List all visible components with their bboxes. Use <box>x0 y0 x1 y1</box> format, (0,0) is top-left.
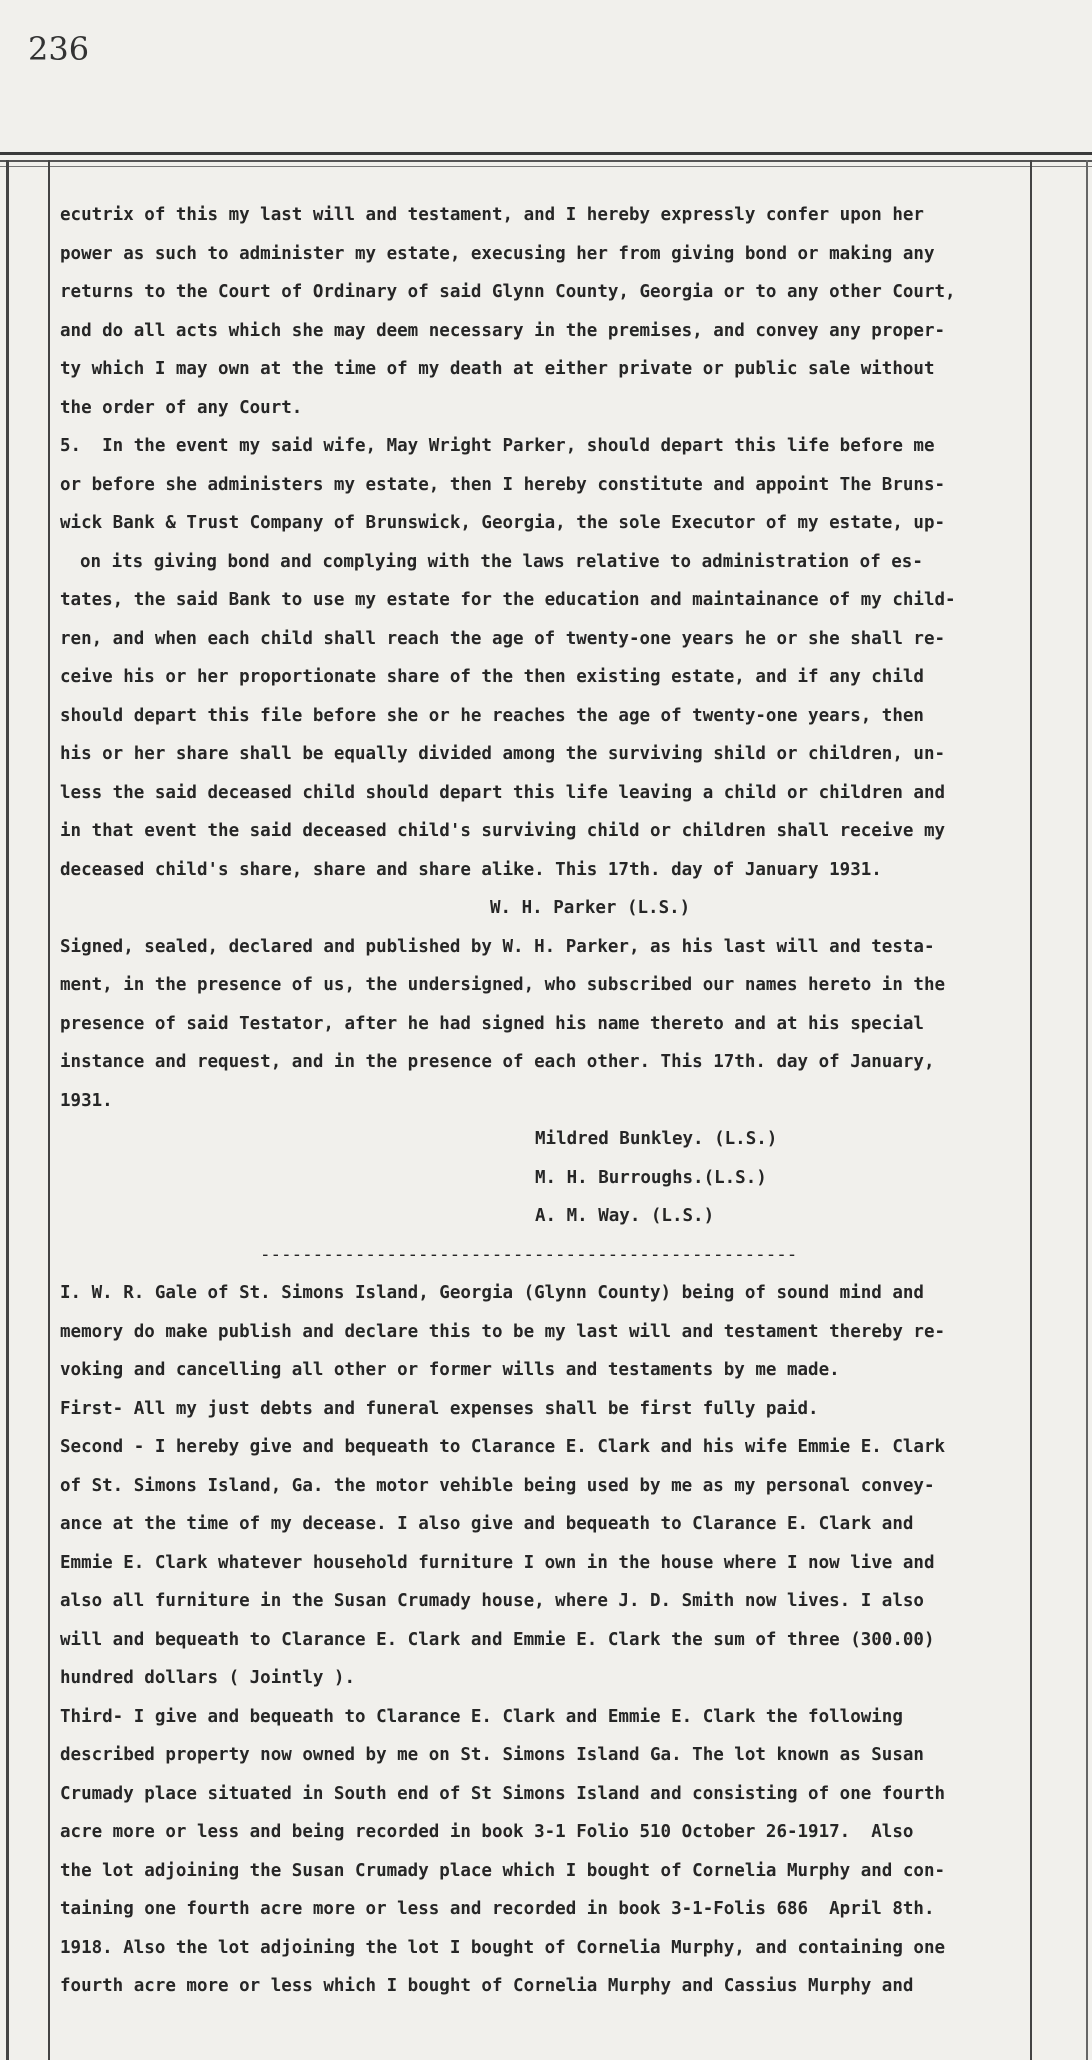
text-line: of St. Simons Island, Ga. the motor vehible being used by me as my personal convey- <box>60 1475 935 1496</box>
text-line: instance and request, and in the presence of each other. This 17th. day of January, <box>60 1052 935 1072</box>
text-line: 1931. <box>60 1090 113 1111</box>
text-line: and do all acts which she may deem necessary in the premises, and convey any proper- <box>60 320 946 341</box>
text-line: Crumady place situated in South end of St Simons Island and consisting of one fourth <box>60 1783 946 1804</box>
text-line: deceased child's share, share and share alike. This 17th. day of January 1931. <box>60 859 882 880</box>
text-line: ance at the time of my decease. I also give and bequeath to Clarance E. Clark and <box>60 1514 914 1534</box>
text-line: in that event the said deceased child's surviving child or children shall receive my <box>60 821 946 841</box>
text-line: First- All my just debts and funeral expenses shall be first fully paid. <box>60 1398 819 1419</box>
text-line: returns to the Court of Ordinary of said Glynn County, Georgia or to any other Court, <box>60 282 956 302</box>
text-line: less the said deceased child should depart this life leaving a child or children and <box>60 782 946 803</box>
text-line: power as such to administer my estate, execusing her from giving bond or making any <box>60 243 935 264</box>
text-line: ren, and when each child shall reach the age of twenty-one years he or she shall re- <box>60 628 946 649</box>
text-line: his or her share shall be equally divided among the surviving shild or children, un- <box>60 744 946 764</box>
page-number: 236 <box>28 30 90 68</box>
text-line: Second - I hereby give and bequeath to Clarance E. Clark and his wife Emmie E. Clark <box>60 1437 946 1457</box>
right-border-line <box>1086 160 1088 2060</box>
left-margin-line <box>48 160 50 2060</box>
text-line: should depart this file before she or he reaches the age of twenty-one years, then <box>60 705 924 726</box>
document-body <box>60 196 1050 2006</box>
text-line: I. W. R. Gale of St. Simons Island, Georgia (Glynn County) being of sound mind and <box>60 1283 924 1303</box>
text-line: Emmie E. Clark whatever household furniture I own in the house where I now live and <box>60 1552 935 1573</box>
text-line: 5. In the event my said wife, May Wright Parker, should depart this life before me <box>60 436 935 456</box>
text-line: or before she administers my estate, then I hereby constitute and appoint The Bruns- <box>60 474 946 495</box>
text-line: ment, in the presence of us, the undersigned, who subscribed our names hereto in the <box>60 975 946 995</box>
text-line: memory do make publish and declare this to be my last will and testament thereby re- <box>60 1321 946 1342</box>
text-line: described property now owned by me on St. Simons Island Ga. The lot known as Susan <box>60 1745 924 1765</box>
testator-signature: W. H. Parker (L.S.) <box>490 898 691 918</box>
text-line: ty which I may own at the time of my death at either private or public sale without <box>60 359 935 379</box>
witness-signature: A. M. Way. (L.S.) <box>535 1206 715 1226</box>
text-line: the order of any Court. <box>60 397 303 418</box>
text-line: voking and cancelling all other or former wills and testaments by me made. <box>60 1360 840 1380</box>
text-line: Signed, sealed, declared and published by W. H. Parker, as his last will and testa- <box>60 936 935 957</box>
text-line: also all furniture in the Susan Crumady house, where J. D. Smith now lives. I also <box>60 1591 924 1611</box>
left-border-line <box>6 160 9 2060</box>
text-line: on its giving bond and complying with the laws relative to administration of es- <box>80 551 923 572</box>
text-line: will and bequeath to Clarance E. Clark and Emmie E. Clark the sum of three (300.00) <box>60 1629 935 1650</box>
witness-signature: Mildred Bunkley. (L.S.) <box>535 1129 778 1149</box>
text-line: 1918. Also the lot adjoining the lot I bought of Cornelia Murphy, and containing one <box>60 1937 946 1958</box>
text-line: Third- I give and bequeath to Clarance E. Clark and Emmie E. Clark the following <box>60 1706 903 1727</box>
text-line: wick Bank & Trust Company of Brunswick, Georgia, the sole Executor of my estate, up- <box>60 513 946 533</box>
top-rule <box>0 152 1092 155</box>
text-line: the lot adjoining the Susan Crumady place which I bought of Cornelia Murphy and con- <box>60 1860 946 1881</box>
top-rule <box>0 160 1092 162</box>
text-line: ceive his or her proportionate share of the then existing estate, and if any child <box>60 667 924 687</box>
text-line: presence of said Testator, after he had signed his name thereto and at his special <box>60 1013 924 1034</box>
witness-signature: M. H. Burroughs.(L.S.) <box>535 1167 767 1188</box>
text-line: hundred dollars ( Jointly ). <box>60 1668 356 1688</box>
text-line: tates, the said Bank to use my estate for the education and maintainance of my child- <box>60 590 956 610</box>
text-line: taining one fourth acre more or less and recorded in book 3-1-Folis 686 April 8th. <box>60 1899 935 1919</box>
text-line: acre more or less and being recorded in book 3-1 Folio 510 October 26-1917. Also <box>60 1822 914 1842</box>
text-line: ecutrix of this my last will and testament, and I hereby expressly confer upon her <box>60 205 924 225</box>
top-rule <box>0 166 1092 167</box>
section-separator: --------------------------------------------------- <box>260 1244 798 1265</box>
text-line: fourth acre more or less which I bought of Cornelia Murphy and Cassius Murphy and <box>60 1976 914 1996</box>
